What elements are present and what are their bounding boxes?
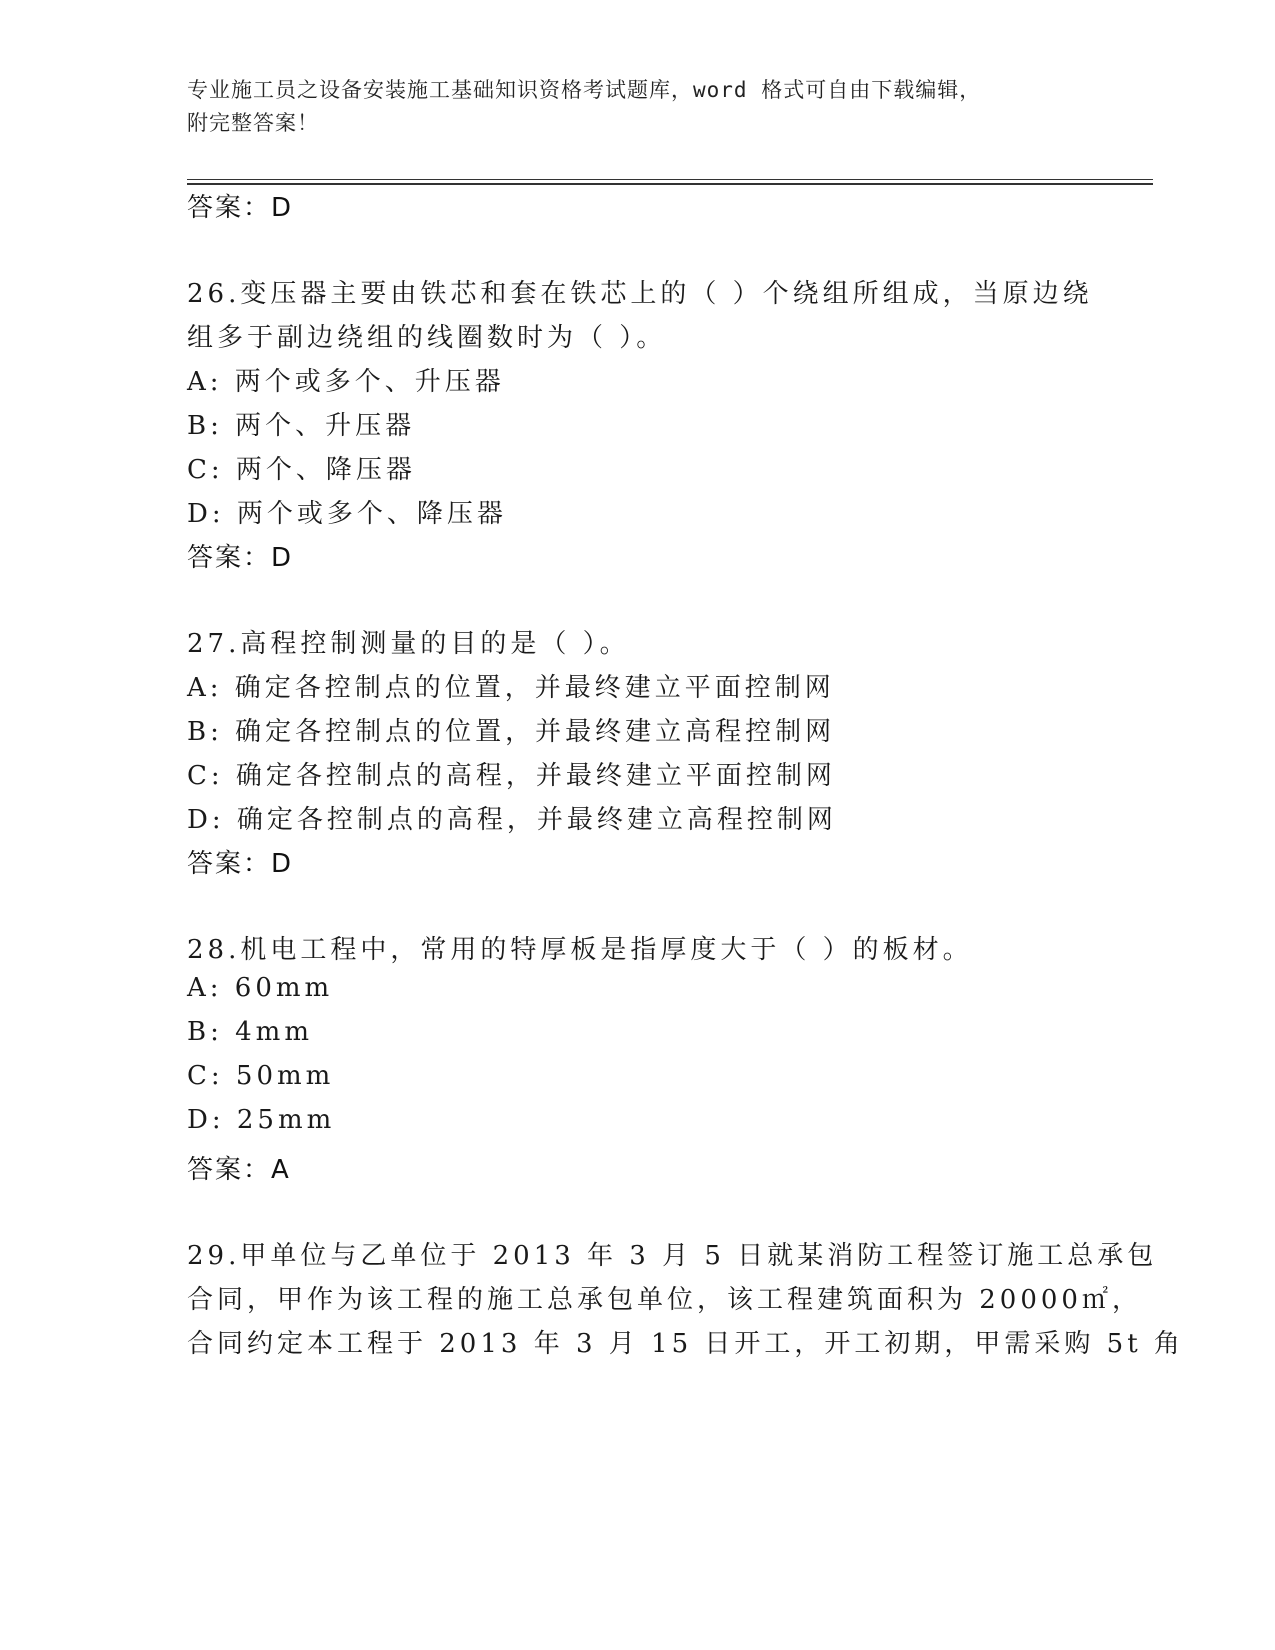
question-26-answer: 答案：D	[187, 543, 294, 573]
question-26-stem-line-2: 组多于副边绕组的线圈数时为（ ）。	[187, 323, 667, 353]
question-26-stem-line-1: 26.变压器主要由铁芯和套在铁芯上的（ ）个绕组所组成，当原边绕	[187, 279, 1093, 309]
question-28-option-c: C: 50mm	[187, 1061, 335, 1091]
header-divider-bottom	[187, 183, 1153, 185]
question-27-option-c: C: 确定各控制点的高程，并最终建立平面控制网	[187, 761, 836, 791]
question-27-option-a: A: 确定各控制点的位置，并最终建立平面控制网	[187, 673, 835, 703]
question-26-option-a: A: 两个或多个、升压器	[187, 367, 505, 397]
answer-previous: 答案：D	[187, 193, 294, 223]
question-26-option-c: C: 两个、降压器	[187, 455, 416, 485]
question-26-option-d: D: 两个或多个、降压器	[187, 499, 507, 529]
question-28-answer: 答案：A	[187, 1155, 291, 1185]
header-line-1: 专业施工员之设备安装施工基础知识资格考试题库，word 格式可自由下载编辑，	[187, 78, 982, 102]
document-header	[187, 74, 1067, 140]
question-27-option-b: B: 确定各控制点的位置，并最终建立高程控制网	[187, 717, 836, 747]
header-line-2: 附完整答案！	[187, 111, 319, 135]
question-29-stem-line-3: 合同约定本工程于 2013 年 3 月 15 日开工，开工初期，甲需采购 5t 角	[187, 1329, 1184, 1359]
question-27-answer: 答案：D	[187, 849, 294, 879]
header-divider-top	[187, 179, 1153, 180]
question-26-option-b: B: 两个、升压器	[187, 411, 416, 441]
question-28-option-b: B: 4mm	[187, 1017, 313, 1047]
question-27-stem-line-1: 27.高程控制测量的目的是（ ）。	[187, 629, 630, 659]
question-27-option-d: D: 确定各控制点的高程，并最终建立高程控制网	[187, 805, 837, 835]
question-29-stem-line-1: 29.甲单位与乙单位于 2013 年 3 月 5 日就某消防工程签订施工总承包	[187, 1241, 1158, 1271]
question-28-option-d: D: 25mm	[187, 1105, 336, 1135]
question-29-stem-line-2: 合同，甲作为该工程的施工总承包单位，该工程建筑面积为 20000㎡，	[187, 1285, 1142, 1315]
question-28-option-a: A: 60mm	[187, 973, 334, 1003]
question-28-stem-line-1: 28.机电工程中，常用的特厚板是指厚度大于（ ）的板材。	[187, 935, 973, 965]
